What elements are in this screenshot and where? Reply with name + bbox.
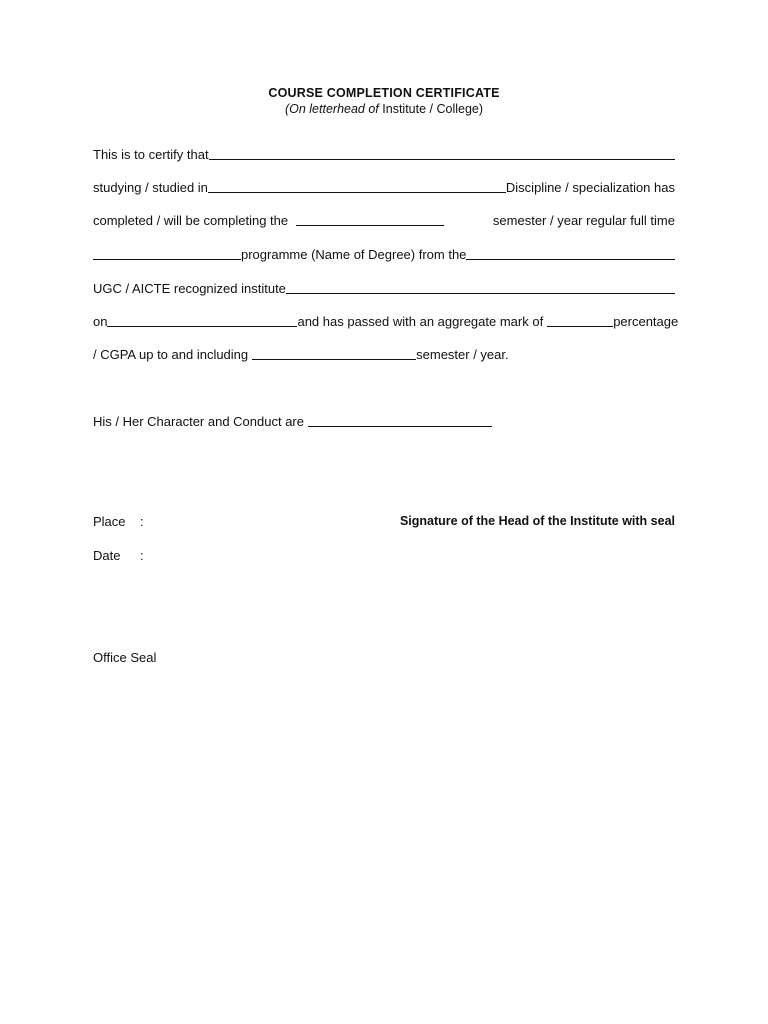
line-certify — [93, 146, 675, 162]
percentage-text: percentage — [613, 314, 679, 329]
place-signature-row — [93, 514, 675, 529]
line-programme — [93, 246, 675, 262]
recognized-institute-blank[interactable] — [286, 281, 675, 294]
line-studying — [93, 179, 675, 195]
date-passed-blank[interactable] — [107, 314, 297, 327]
institute-blank[interactable] — [466, 247, 675, 260]
semester-blank[interactable] — [296, 213, 444, 226]
semester-upto-blank[interactable] — [252, 347, 416, 360]
recognized-text: UGC / AICTE recognized institute — [93, 281, 286, 296]
date-field — [93, 548, 144, 563]
studying-text: studying / studied in — [93, 180, 208, 195]
aggregate-mark-blank[interactable] — [547, 314, 613, 327]
semester-year-text: semester / year regular full time — [492, 213, 675, 228]
line-passed — [93, 313, 679, 329]
student-name-blank[interactable] — [209, 147, 675, 160]
date-colon: : — [140, 548, 144, 563]
character-blank[interactable] — [308, 414, 492, 427]
course-blank[interactable] — [208, 180, 506, 193]
completing-text: completed / will be completing the — [93, 213, 289, 228]
document-subtitle — [0, 102, 768, 116]
document-title: COURSE COMPLETION CERTIFICATE — [268, 86, 500, 100]
subtitle-rest: Institute / College) — [382, 102, 484, 116]
place-colon: : — [140, 514, 144, 529]
certify-text: This is to certify that — [93, 147, 209, 162]
character-text: His / Her Character and Conduct are — [93, 414, 304, 429]
line-character — [93, 413, 675, 429]
discipline-text: Discipline / specialization has — [505, 180, 675, 195]
office-seal-label: Office Seal — [93, 650, 157, 665]
passed-text: and has passed with an aggregate mark of — [297, 314, 544, 329]
programme-text: programme (Name of Degree) from the — [241, 247, 467, 262]
place-field — [93, 514, 144, 529]
subtitle-italic: (On letterhead of — [284, 102, 379, 116]
date-label: Date — [93, 548, 121, 563]
degree-type-blank[interactable] — [93, 247, 241, 260]
signature-label: Signature of the Head of the Institute with seal — [399, 514, 675, 528]
cgpa-text: / CGPA up to and including — [93, 347, 249, 362]
line-cgpa — [93, 346, 675, 362]
place-label: Place — [93, 514, 126, 529]
semester-year-end-text: semester / year. — [416, 347, 509, 362]
line-completing — [93, 212, 675, 228]
on-text: on — [93, 314, 108, 329]
line-recognized — [93, 280, 675, 296]
